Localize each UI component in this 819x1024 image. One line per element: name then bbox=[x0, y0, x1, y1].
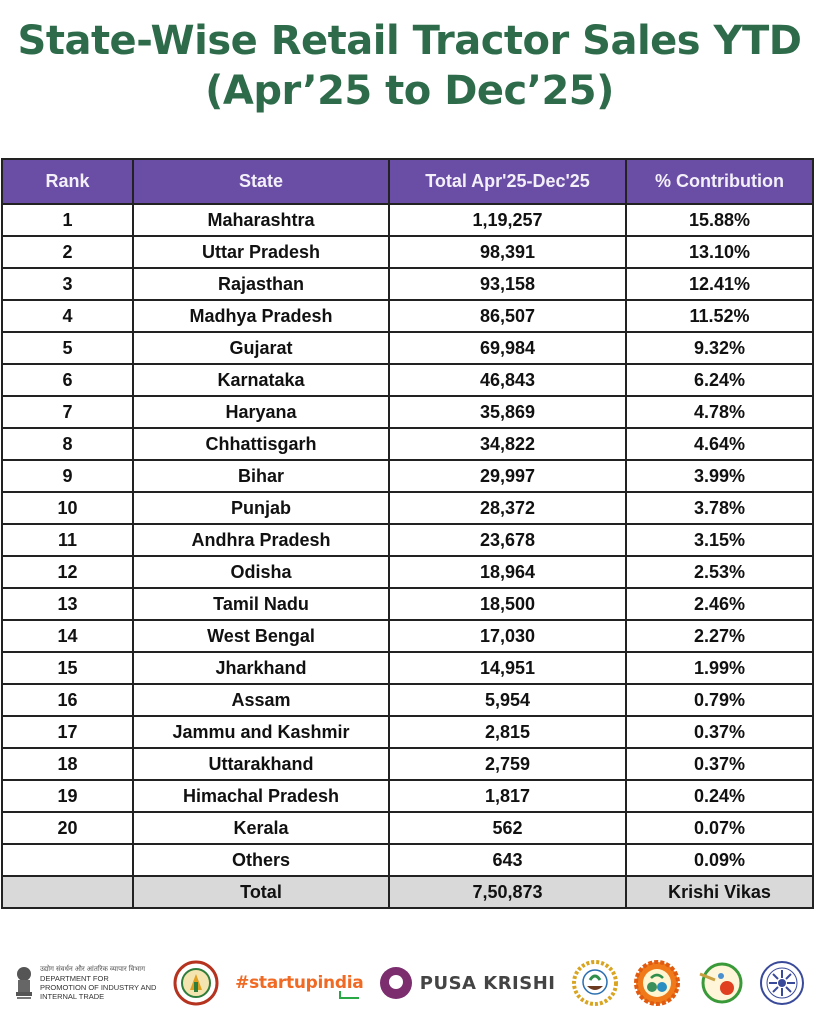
cell-state: Gujarat bbox=[133, 332, 389, 364]
cell-rank: 16 bbox=[2, 684, 133, 716]
table-row bbox=[2, 684, 813, 716]
cell-total: 2,759 bbox=[389, 748, 626, 780]
cell-state: Jammu and Kashmir bbox=[133, 716, 389, 748]
cell-pct: 3.99% bbox=[626, 460, 813, 492]
cell-rank: 2 bbox=[2, 236, 133, 268]
cell-rank: 14 bbox=[2, 620, 133, 652]
table-row bbox=[2, 364, 813, 396]
cell-rank: 17 bbox=[2, 716, 133, 748]
cell-state: Maharashtra bbox=[133, 204, 389, 236]
header-contribution: % Contribution bbox=[626, 159, 813, 204]
cell-pct: 15.88% bbox=[626, 204, 813, 236]
cell-total: 29,997 bbox=[389, 460, 626, 492]
cell-rank: 20 bbox=[2, 812, 133, 844]
table-row bbox=[2, 300, 813, 332]
icar-seal-icon bbox=[759, 960, 805, 1006]
cell-pct: 3.15% bbox=[626, 524, 813, 556]
table-row bbox=[2, 620, 813, 652]
table-row bbox=[2, 556, 813, 588]
table-row bbox=[2, 332, 813, 364]
cell-state: Uttar Pradesh bbox=[133, 236, 389, 268]
cell-total: 18,500 bbox=[389, 588, 626, 620]
cell-total: 86,507 bbox=[389, 300, 626, 332]
cell-rank: 7 bbox=[2, 396, 133, 428]
cell-state: Others bbox=[133, 844, 389, 876]
cell-total: 1,817 bbox=[389, 780, 626, 812]
cell-rank bbox=[2, 844, 133, 876]
cell-pct: 12.41% bbox=[626, 268, 813, 300]
table-row bbox=[2, 588, 813, 620]
table-row bbox=[2, 652, 813, 684]
cell-total: 5,954 bbox=[389, 684, 626, 716]
cell-total: 18,964 bbox=[389, 556, 626, 588]
title-line-2: (Apr’25 to Dec’25) bbox=[205, 68, 614, 114]
cell-pct: 9.32% bbox=[626, 332, 813, 364]
cell-pct: 0.79% bbox=[626, 684, 813, 716]
cell-pct: 3.78% bbox=[626, 492, 813, 524]
dpiit-logo bbox=[14, 965, 156, 1001]
cell-total: 7,50,873 bbox=[389, 876, 626, 908]
cell-pct: 11.52% bbox=[626, 300, 813, 332]
table-header-row bbox=[2, 159, 813, 204]
table-row bbox=[2, 780, 813, 812]
dpiit-line-3: INTERNAL TRADE bbox=[40, 992, 105, 1001]
cell-rank: 12 bbox=[2, 556, 133, 588]
startupindia-text: #startupindia bbox=[235, 973, 364, 993]
cell-pct: Krishi Vikas bbox=[626, 876, 813, 908]
cell-total: 562 bbox=[389, 812, 626, 844]
cell-total: 1,19,257 bbox=[389, 204, 626, 236]
krishi-vikas-seal-icon bbox=[697, 960, 743, 1006]
cell-state: Total bbox=[133, 876, 389, 908]
cell-total: 46,843 bbox=[389, 364, 626, 396]
cell-state: Assam bbox=[133, 684, 389, 716]
title-line-1: State-Wise Retail Tractor Sales YTD bbox=[17, 18, 802, 64]
table-row bbox=[2, 460, 813, 492]
cell-rank: 5 bbox=[2, 332, 133, 364]
table-row bbox=[2, 268, 813, 300]
cell-state: Rajasthan bbox=[133, 268, 389, 300]
pusa-krishi-logo bbox=[380, 967, 556, 999]
cell-state: Haryana bbox=[133, 396, 389, 428]
table-row bbox=[2, 524, 813, 556]
cell-pct: 6.24% bbox=[626, 364, 813, 396]
cell-rank: 19 bbox=[2, 780, 133, 812]
cell-pct: 2.27% bbox=[626, 620, 813, 652]
laurel-seal-icon bbox=[572, 960, 618, 1006]
cell-pct: 4.64% bbox=[626, 428, 813, 460]
cell-total: 93,158 bbox=[389, 268, 626, 300]
cell-state: Bihar bbox=[133, 460, 389, 492]
table-body bbox=[2, 204, 813, 908]
cell-rank: 4 bbox=[2, 300, 133, 332]
cell-state: Uttarakhand bbox=[133, 748, 389, 780]
cell-state: Kerala bbox=[133, 812, 389, 844]
cell-pct: 0.24% bbox=[626, 780, 813, 812]
cell-state: Punjab bbox=[133, 492, 389, 524]
cell-rank: 3 bbox=[2, 268, 133, 300]
cell-total: 17,030 bbox=[389, 620, 626, 652]
total-row bbox=[2, 876, 813, 908]
cell-pct: 0.09% bbox=[626, 844, 813, 876]
cell-state: Himachal Pradesh bbox=[133, 780, 389, 812]
dpiit-hindi-text: उद्योग संवर्धन और आंतरिक व्यापार विभाग bbox=[40, 966, 146, 973]
cell-pct: 1.99% bbox=[626, 652, 813, 684]
dpiit-line-1: DEPARTMENT FOR bbox=[40, 974, 109, 983]
cell-state: Madhya Pradesh bbox=[133, 300, 389, 332]
sales-table bbox=[1, 158, 814, 909]
header-rank: Rank bbox=[2, 159, 133, 204]
cell-rank: 11 bbox=[2, 524, 133, 556]
cell-rank: 18 bbox=[2, 748, 133, 780]
table-row bbox=[2, 396, 813, 428]
cell-pct: 4.78% bbox=[626, 396, 813, 428]
startupindia-logo bbox=[235, 973, 363, 993]
cell-pct: 2.53% bbox=[626, 556, 813, 588]
startupindia-step-icon bbox=[339, 991, 359, 999]
cell-rank: 15 bbox=[2, 652, 133, 684]
cell-pct: 13.10% bbox=[626, 236, 813, 268]
cell-state: Jharkhand bbox=[133, 652, 389, 684]
table-row bbox=[2, 236, 813, 268]
cell-pct: 2.46% bbox=[626, 588, 813, 620]
cell-state: West Bengal bbox=[133, 620, 389, 652]
national-emblem-icon bbox=[14, 965, 34, 1001]
pusa-krishi-text: PUSA KRISHI bbox=[419, 972, 556, 994]
gear-seal-icon bbox=[634, 960, 680, 1006]
cell-total: 2,815 bbox=[389, 716, 626, 748]
cell-total: 28,372 bbox=[389, 492, 626, 524]
cell-rank: 9 bbox=[2, 460, 133, 492]
table-row bbox=[2, 748, 813, 780]
cell-state: Odisha bbox=[133, 556, 389, 588]
cell-total: 23,678 bbox=[389, 524, 626, 556]
dpiit-line-2: PROMOTION OF INDUSTRY AND bbox=[40, 983, 157, 992]
table-row bbox=[2, 204, 813, 236]
partner-logos-footer bbox=[0, 948, 819, 1018]
header-state: State bbox=[133, 159, 389, 204]
pusa-leaf-icon bbox=[380, 967, 412, 999]
table-row bbox=[2, 812, 813, 844]
table-row bbox=[2, 428, 813, 460]
cell-total: 14,951 bbox=[389, 652, 626, 684]
cell-state: Chhattisgarh bbox=[133, 428, 389, 460]
header-total: Total Apr'25-Dec'25 bbox=[389, 159, 626, 204]
cell-state: Karnataka bbox=[133, 364, 389, 396]
table-row bbox=[2, 844, 813, 876]
cell-pct: 0.07% bbox=[626, 812, 813, 844]
cell-state: Andhra Pradesh bbox=[133, 524, 389, 556]
cell-rank: 10 bbox=[2, 492, 133, 524]
cell-pct: 0.37% bbox=[626, 748, 813, 780]
table-row bbox=[2, 716, 813, 748]
cell-rank: 13 bbox=[2, 588, 133, 620]
cell-total: 35,869 bbox=[389, 396, 626, 428]
agri-seal-icon bbox=[173, 960, 219, 1006]
cell-total: 98,391 bbox=[389, 236, 626, 268]
cell-pct: 0.37% bbox=[626, 716, 813, 748]
cell-total: 643 bbox=[389, 844, 626, 876]
cell-rank: 1 bbox=[2, 204, 133, 236]
table-row bbox=[2, 492, 813, 524]
cell-rank bbox=[2, 876, 133, 908]
cell-total: 69,984 bbox=[389, 332, 626, 364]
cell-rank: 8 bbox=[2, 428, 133, 460]
cell-rank: 6 bbox=[2, 364, 133, 396]
cell-state: Tamil Nadu bbox=[133, 588, 389, 620]
page-title bbox=[0, 16, 819, 116]
cell-total: 34,822 bbox=[389, 428, 626, 460]
